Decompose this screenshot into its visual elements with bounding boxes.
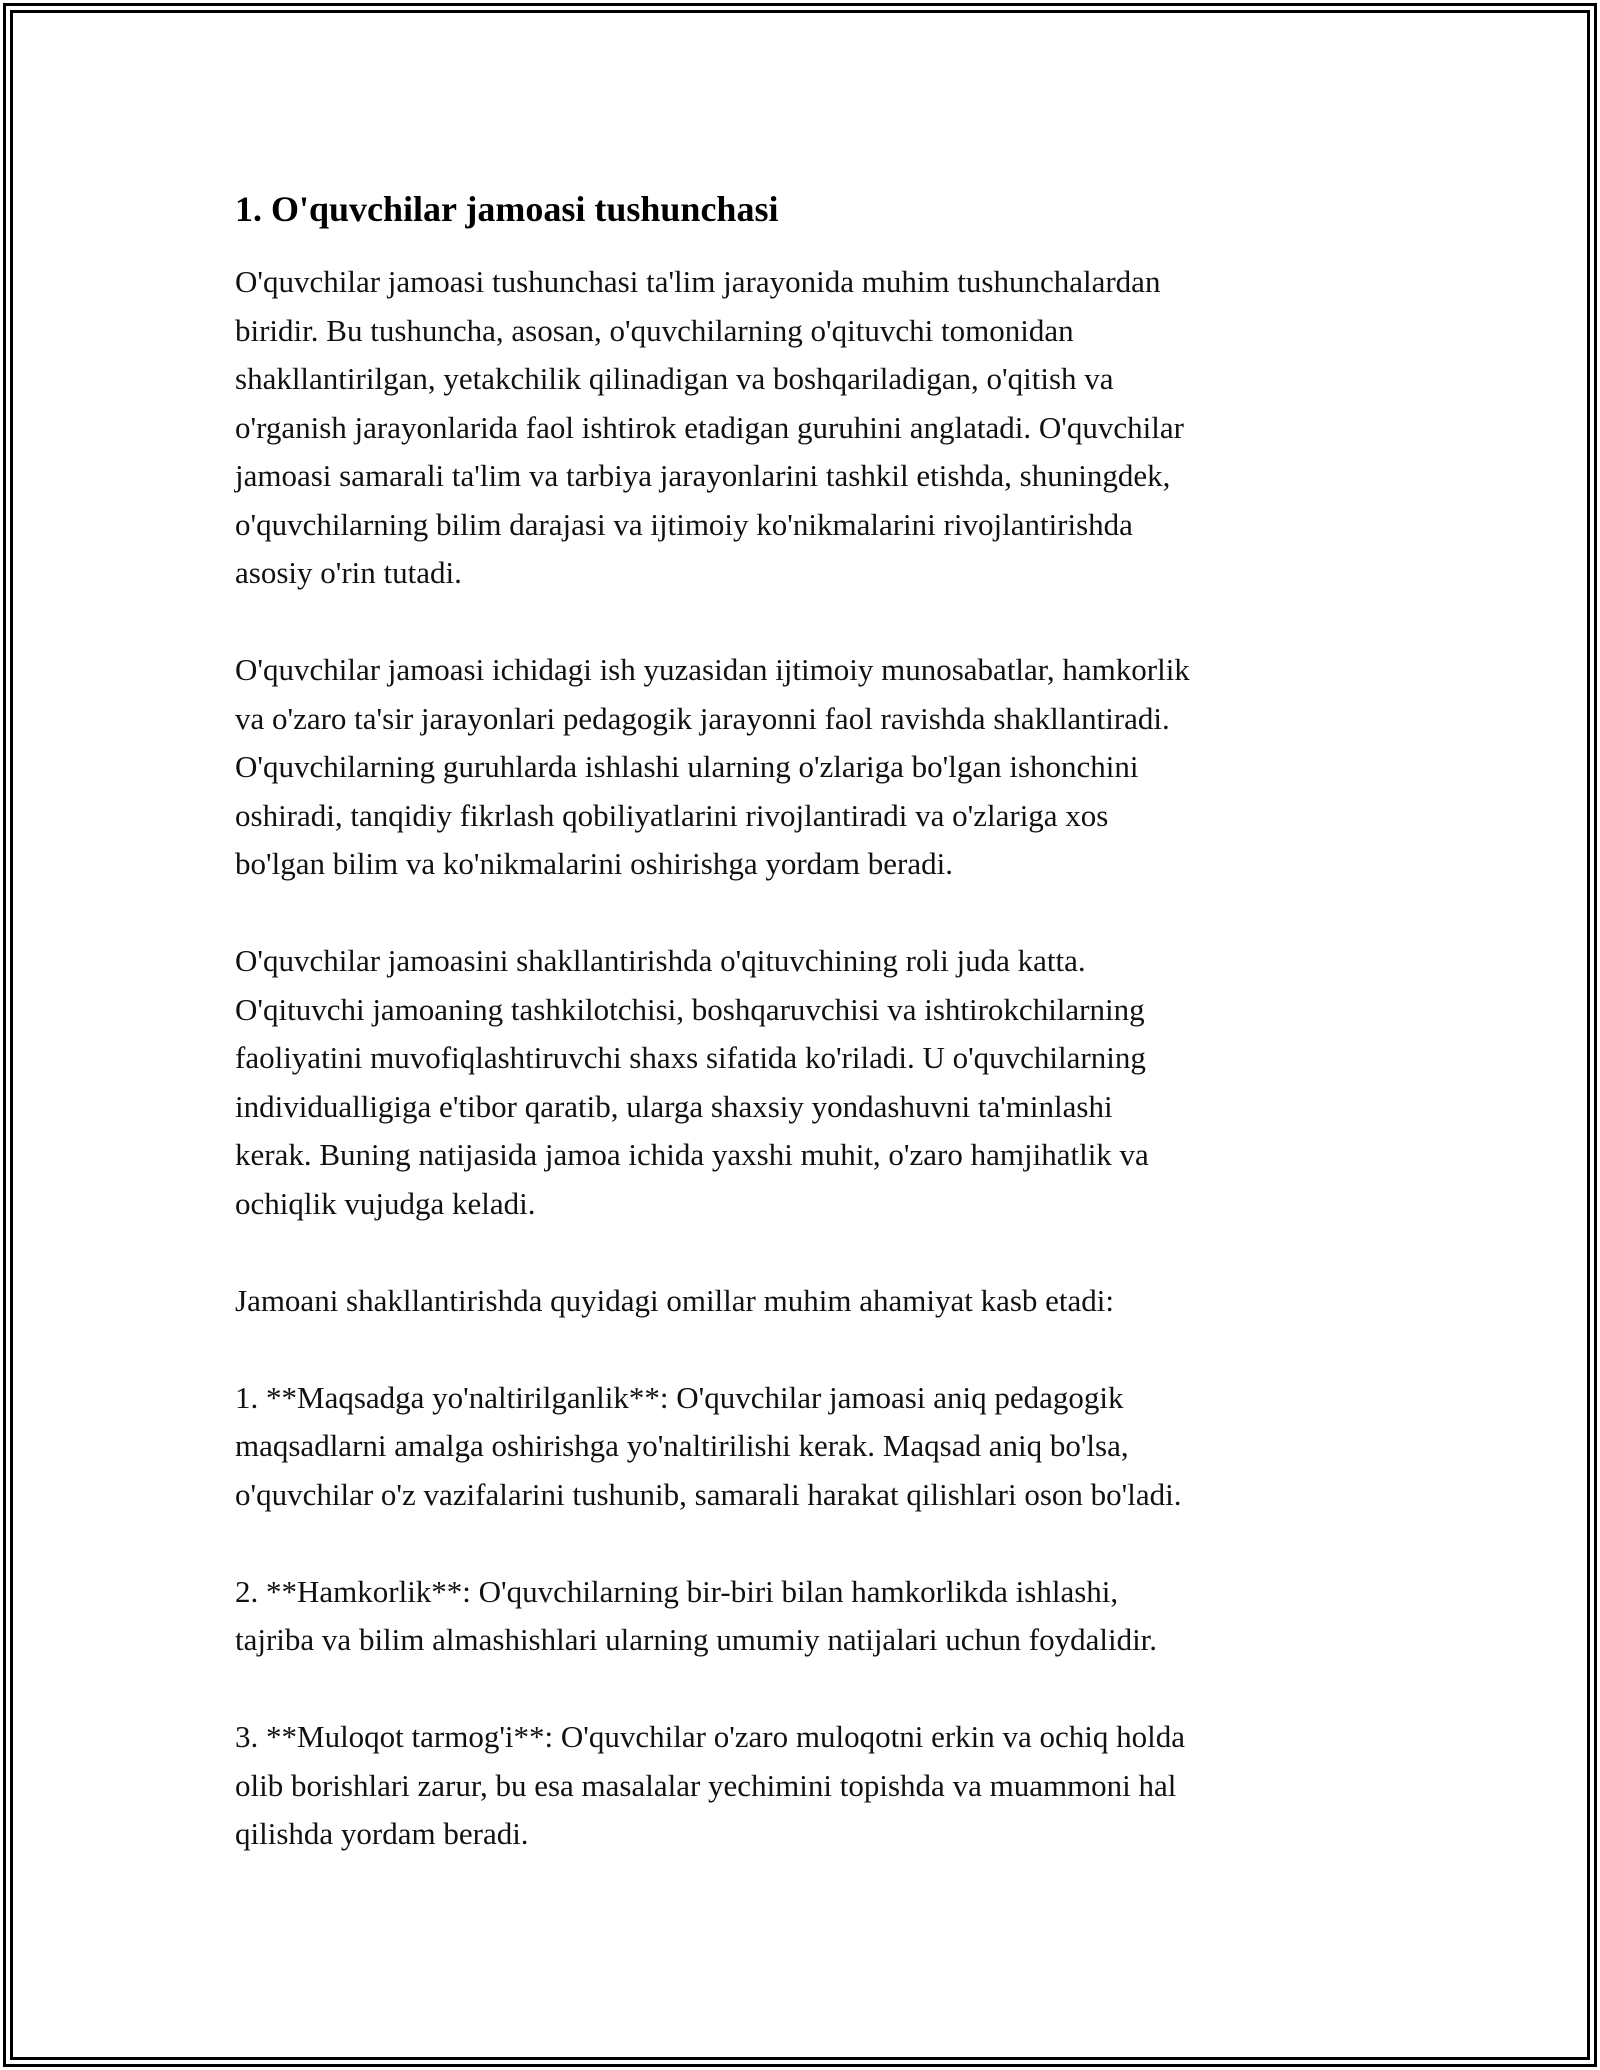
text-line: jamoasi samarali ta'lim va tarbiya jarayonlarini tashkil etishda, shuningdek, xyxy=(235,458,1171,493)
text-line: o'quvchilarning bilim darajasi va ijtimoiy ko'nikmalarini rivojlantirishda xyxy=(235,506,1133,542)
section-heading: 1. O'quvchilar jamoasi tushunchasi xyxy=(235,189,779,229)
paragraph-teacher-role xyxy=(235,937,1385,1228)
text-line: O'quvchilar jamoasi tushunchasi ta'lim jarayonida muhim tushunchalardan xyxy=(235,264,1161,299)
paragraph-intro xyxy=(235,258,1385,598)
text-line: 3. **Muloqot tarmog'i**: O'quvchilar o'zaro muloqotni erkin va ochiq holda xyxy=(235,1719,1186,1754)
text-line: O'quvchilar jamoasi ichidagi ish yuzasidan ijtimoiy munosabatlar, hamkorlik xyxy=(235,652,1190,687)
text-line: O'qituvchi jamoaning tashkilotchisi, boshqaruvchisi va ishtirokchilarning xyxy=(235,991,1145,1027)
text-line: o'quvchilar o'z vazifalarini tushunib, samarali harakat qilishlari oson bo'ladi. xyxy=(235,1476,1182,1512)
paragraph-factors-intro xyxy=(235,1277,1385,1326)
text-line: o'rganish jarayonlarida faol ishtirok etadigan guruhini anglatadi. O'quvchilar xyxy=(235,409,1184,445)
list-item-goal-orientation xyxy=(235,1374,1385,1520)
document-content xyxy=(235,186,1385,1907)
text-line: va o'zaro ta'sir jarayonlari pedagogik jarayonni faol ravishda shakllantiradi. xyxy=(235,700,1170,736)
list-item-communication xyxy=(235,1713,1385,1859)
text-line: bo'lgan bilim va ko'nikmalarini oshirishga yordam beradi. xyxy=(235,846,953,881)
text-line: 2. **Hamkorlik**: O'quvchilarning bir-biri bilan hamkorlikda ishlashi, xyxy=(235,1573,1119,1609)
text-line: Jamoani shakllantirishda quyidagi omillar muhim ahamiyat kasb etadi: xyxy=(235,1282,1115,1318)
list-item-cooperation xyxy=(235,1568,1385,1665)
text-line: faoliyatini muvofiqlashtiruvchi shaxs sifatida ko'riladi. U o'quvchilarning xyxy=(235,1040,1146,1075)
text-line: shakllantirilgan, yetakchilik qilinadigan va boshqariladigan, o'qitish va xyxy=(235,361,1114,396)
text-line: qilishda yordam beradi. xyxy=(235,1816,529,1851)
text-line: O'quvchilarning guruhlarda ishlashi ularning o'zlariga bo'lgan ishonchini xyxy=(235,749,1139,784)
text-line: asosiy o'rin tutadi. xyxy=(235,555,462,590)
text-line: kerak. Buning natijasida jamoa ichida yaxshi muhit, o'zaro hamjihatlik va xyxy=(235,1137,1149,1172)
document-body xyxy=(235,258,1385,1859)
text-line: 1. **Maqsadga yo'naltirilganlik**: O'quvchilar jamoasi aniq pedagogik xyxy=(235,1379,1124,1415)
text-line: ochiqlik vujudga keladi. xyxy=(235,1185,536,1221)
text-line: olib borishlari zarur, bu esa masalalar yechimini topishda va muammoni hal xyxy=(235,1767,1177,1803)
text-line: individualligiga e'tibor qaratib, ularga shaxsiy yondashuvni ta'minlashi xyxy=(235,1088,1113,1124)
text-line: O'quvchilar jamoasini shakllantirishda o'qituvchining roli juda katta. xyxy=(235,943,1086,978)
text-line: biridir. Bu tushuncha, asosan, o'quvchilarning o'qituvchi tomonidan xyxy=(235,312,1074,348)
text-line: oshiradi, tanqidiy fikrlash qobiliyatlarini rivojlantiradi va o'zlariga xos xyxy=(235,797,1109,833)
text-line: maqsadlarni amalga oshirishga yo'naltirilishi kerak. Maqsad aniq bo'lsa, xyxy=(235,1428,1129,1463)
paragraph-social-relations xyxy=(235,646,1385,889)
text-line: tajriba va bilim almashishlari ularning umumiy natijalari uchun foydalidir. xyxy=(235,1622,1158,1657)
